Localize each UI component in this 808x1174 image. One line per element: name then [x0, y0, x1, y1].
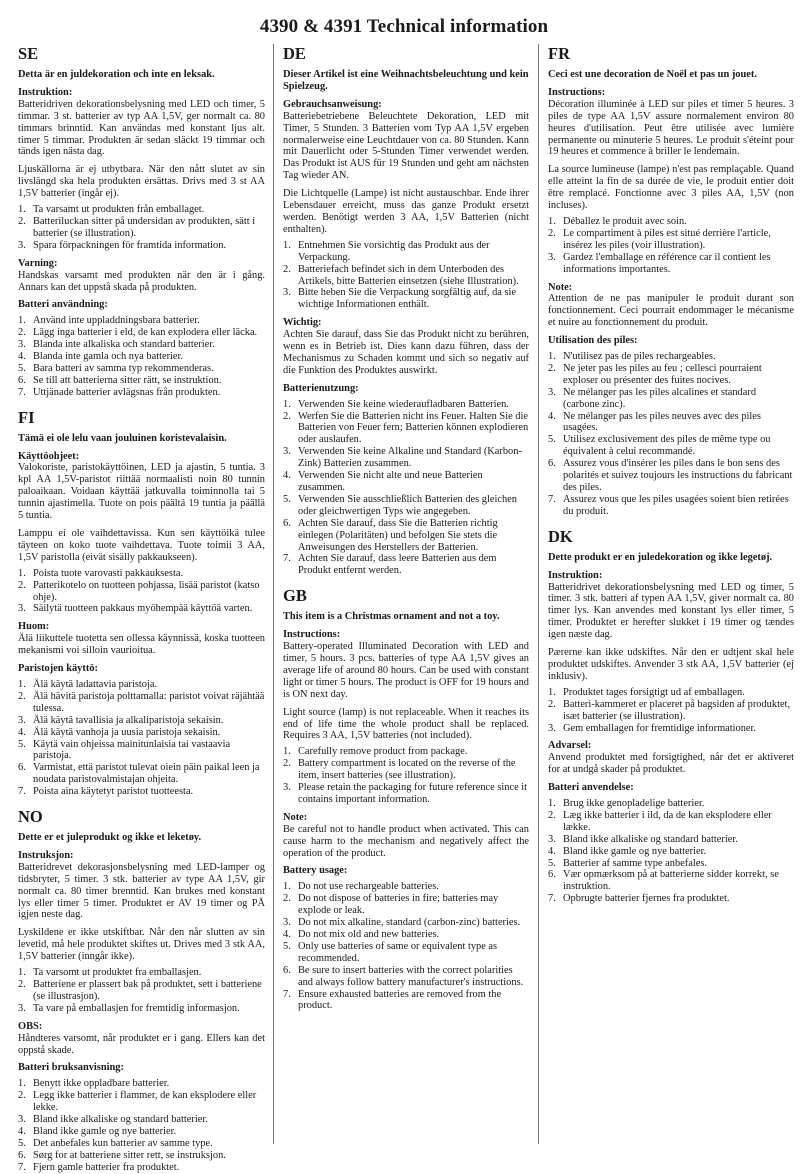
list-text: Patterikotelo on tuotteen pohjassa, lisää paristot (katso ohje). — [33, 579, 260, 603]
list-item — [548, 351, 794, 363]
list-text: Batteriefach befindet sich in dem Unterboden des Artikels, bitte Batterien einsetzen (siehe Illustration). — [298, 263, 519, 287]
list-item — [548, 494, 794, 518]
section-no — [18, 808, 265, 1174]
list-number: 2. — [548, 809, 556, 821]
section-fr — [548, 45, 794, 518]
list-text: Lägg inga batterier i eld, de kan explodera eller läcka. — [33, 327, 258, 339]
list-text: Blanda inte gamla och nya batterier. — [33, 351, 184, 363]
list-text: Batteriluckan sitter på undersidan av produkten, sätt i batterier (se illustration). — [33, 215, 256, 239]
list-number: 3. — [283, 782, 291, 794]
list-text: Älä käytä ladattavia paristoja. — [33, 678, 158, 690]
warning-text: Be careful not to handle product when activated. This can cause harm to the mechanism and negatively affect the operation of the product. — [283, 823, 529, 859]
steps-list — [18, 204, 265, 252]
battery-list — [18, 1078, 265, 1173]
list-number: 1. — [548, 351, 556, 363]
list-number: 1. — [548, 798, 556, 810]
list-item — [548, 411, 794, 435]
light-source-paragraph: Light source (lamp) is not replaceable. When it reaches its end of life time the whole product shall be replaced. Requires 3 AA, 1,5V batteries (not included). — [283, 706, 529, 742]
light-source-paragraph: La source lumineuse (lampe) n'est pas remplaçable. Quand elle atteint la fin de sa durée de vie, le produit entier doit être remplacé. Fonctionne avec 3 piles AA, 1,5V (non incluses). — [548, 164, 794, 212]
battery-heading: Batteri bruksanvisning: — [18, 1062, 124, 1074]
list-item — [283, 494, 529, 518]
instructions-heading: Käyttöohjeet: — [18, 450, 80, 462]
list-number: 1. — [18, 567, 26, 579]
instructions-heading: Gebrauchsanweisung: — [283, 98, 382, 110]
warning-text: Attention de ne pas manipuler le produit durant son fonctionnement. Ceci pourrait endommager le mécanisme et nuire au fonctionnement du produit. — [548, 293, 794, 329]
list-text: Varmistat, että paristot tulevat oiein päin paikal leen ja noudata paristovalmistajan ohjeita. — [33, 762, 260, 786]
description-paragraph: Batteriebetriebene Beleuchtete Dekoration, LED mit Timer, 5 Stunden. 3 Batterien vom Typ AA 1,5V ergeben normalerweise eine Leuchtdauer von ca. 80 Stunden. Kann mit Dauerlicht oder 5-Stunden Timer verwendet werden. Das Produkt ist AUS für 19 Stunden und geht am nächsten Tag wieder AN. — [283, 110, 529, 182]
list-item — [18, 204, 265, 216]
light-source-paragraph: Pærerne kan ikke udskiftes. Når den er udtjent skal hele produktet udskiftes. Anvender 3 stk AA, 1,5V batterier (ej inklusiv). — [548, 647, 794, 682]
list-item — [18, 240, 265, 252]
list-number: 1. — [548, 686, 556, 698]
light-source-paragraph: Lamppu ei ole vaihdettavissa. Kun sen käyttöikä tulee täyteen on koko tuote vaihdettava. Tuote toimii 3 AA, 1,5V paristolla (eivät sisälly pakkaukseen). — [18, 528, 265, 563]
battery-heading: Batteri användning: — [18, 299, 108, 311]
list-number: 3. — [548, 251, 556, 263]
list-text: Sørg for at batteriene sitter rett, se instruksjon. — [33, 1149, 226, 1161]
instructions-heading: Instructions: — [548, 86, 606, 98]
list-number: 4. — [18, 1125, 26, 1137]
battery-list — [18, 315, 265, 398]
list-item — [283, 941, 529, 965]
warning-heading: Huom: — [18, 621, 50, 633]
list-number: 5. — [18, 362, 26, 374]
instructions-heading: Instructions: — [283, 629, 341, 641]
list-item — [18, 679, 265, 691]
list-number: 7. — [18, 1161, 26, 1173]
list-text: Do not mix alkaline, standard (carbon-zinc) batteries. — [298, 917, 521, 929]
list-item — [18, 351, 265, 363]
list-text: Assurez vous que les piles usagées soient bien retirées du produit. — [563, 493, 789, 517]
list-number: 2. — [548, 227, 556, 239]
section-fi — [18, 409, 265, 798]
list-text: Gem emballagen for fremtidige informationer. — [563, 722, 757, 734]
list-number: 1. — [283, 746, 291, 758]
list-number: 5. — [283, 940, 291, 952]
battery-list — [283, 399, 529, 578]
list-item — [548, 798, 794, 810]
list-number: 3. — [548, 833, 556, 845]
list-text: Please retain the packaging for future reference since it contains important information. — [298, 782, 528, 805]
list-text: Bitte heben Sie die Verpackung sorgfältig auf, da sie wichtige Informationen enthält. — [298, 287, 517, 311]
list-number: 3. — [18, 603, 26, 615]
list-item — [283, 264, 529, 288]
list-item — [283, 965, 529, 989]
list-item — [18, 1090, 265, 1114]
list-number: 3. — [548, 722, 556, 734]
list-item — [18, 1078, 265, 1090]
list-item — [18, 786, 265, 798]
battery-heading: Paristojen käyttö: — [18, 663, 98, 675]
list-item — [18, 339, 265, 351]
list-item — [18, 327, 265, 339]
list-number: 6. — [18, 374, 26, 386]
list-item — [283, 411, 529, 447]
list-number: 2. — [18, 215, 26, 227]
intro-line: This item is a Christmas ornament and not a toy. — [283, 611, 500, 623]
warning-heading: Advarsel: — [548, 740, 592, 752]
list-item — [18, 603, 265, 615]
warning-heading: Note: — [548, 281, 573, 293]
list-text: Entnehmen Sie vorsichtig das Produkt aus der Verpackung. — [298, 239, 490, 263]
list-text: Ensure exhausted batteries are removed from the product. — [298, 988, 502, 1012]
list-text: Det anbefales kun batterier av samme type. — [33, 1137, 213, 1149]
list-item — [283, 746, 529, 758]
list-item — [18, 967, 265, 979]
list-item — [18, 568, 265, 580]
description-paragraph: Batteridriven dekorationsbelysning med LED och timer, 5 timmar. 3 st. batterier av typ AA 1,5V, ger normalt ca. 80 timmars brinntid. Kan användas med konstant ljus alt. timer 5 timmar. Produkten är sedan släckt 19 timmar och tänds igen nästa dag. — [18, 98, 265, 158]
description-paragraph: Batteridrevet dekorasjonsbelysning med LED-lamper og tidsbryter, 5 timer. 3 stk. batterier av type AA 1,5V, gir normalt ca. 80 timer brenntid. Kan brukes med konstant lys eller timer 5 timer. Produktet er AV 19 timer og PÅ igjen neste dag. — [18, 861, 265, 921]
list-text: Achten Sie darauf, dass Sie die Batterien richtig einlegen (Polaritäten) und befolgen Sie stets die Anweisungen des Herstellers der Batterien. — [298, 517, 498, 553]
list-number: 4. — [18, 726, 26, 738]
list-number: 2. — [18, 327, 26, 339]
list-number: 3. — [18, 1002, 26, 1014]
list-number: 2. — [18, 1090, 26, 1102]
list-number: 1. — [283, 239, 291, 251]
description-paragraph: Batteridrivet dekorationsbelysning med LED og timer, 5 timer. 3 stk. batteri af typen AA 1,5V, giver normalt ca. 80 timer lys. Kan anvendes med konstant lys eller timer, 5 timer. Produktet er herefter slukket i 19 timer og tændes igen næste dag. — [548, 581, 794, 641]
list-text: Be sure to insert batteries with the correct polarities and always follow battery manufacturer's instructions. — [298, 964, 524, 988]
instructions-heading: Instruktion: — [548, 569, 603, 581]
section-dk — [548, 528, 794, 905]
list-item — [18, 580, 265, 604]
column-divider — [538, 44, 539, 1144]
list-item — [548, 216, 794, 228]
list-item — [18, 1150, 265, 1162]
warning-heading: OBS: — [18, 1020, 43, 1032]
list-text: Fjern gamle batterier fra produktet. — [33, 1161, 180, 1173]
section-gb — [283, 587, 529, 1012]
list-text: Gardez l'emballage en référence car il contient les informations importantes. — [563, 251, 771, 275]
list-number: 3. — [18, 239, 26, 251]
list-text: Ne mélanger pas les piles neuves avec des piles usagées. — [563, 410, 761, 434]
intro-line: Detta är en juldekoration och inte en leksak. — [18, 69, 215, 80]
list-item — [283, 287, 529, 311]
warning-text: Älä liikuttele tuotetta sen ollessa käynnissä, koska tuotteen mekanismi voi silloin vaurioitua. — [18, 633, 265, 657]
list-text: Poista tuote varovasti pakkauksesta. — [33, 567, 184, 579]
list-text: Verwenden Sie keine Alkaline und Standard (Karbon-Zink) Batterien zusammen. — [298, 446, 522, 470]
steps-list — [548, 216, 794, 276]
list-number: 3. — [548, 386, 556, 398]
list-number: 2. — [283, 263, 291, 275]
instructions-heading: Instruktion: — [18, 86, 73, 98]
list-number: 5. — [548, 434, 556, 446]
list-text: Ta vare på emballasjen for fremtidig informasjon. — [33, 1002, 240, 1014]
list-text: Ne mélanger pas les piles alcalines et standard (carbone zinc). — [563, 386, 757, 410]
language-heading: DK — [548, 526, 573, 546]
language-heading: SE — [18, 44, 39, 63]
list-number: 4. — [18, 351, 26, 363]
list-number: 4. — [283, 470, 291, 482]
list-number: 2. — [18, 579, 26, 591]
light-source-paragraph: Ljuskällorna är ej utbytbara. När den nått slutet av sin livslängd ska hela produkten ersättas. Drivs med 3 st AA 1,5V batterier (ingår ej). — [18, 164, 265, 200]
list-item — [548, 699, 794, 723]
list-number: 1. — [18, 967, 26, 979]
list-number: 7. — [283, 988, 291, 1000]
list-text: N'utilisez pas de piles rechargeables. — [563, 351, 716, 363]
list-number: 3. — [18, 339, 26, 351]
list-item — [18, 1162, 265, 1174]
list-item — [18, 739, 265, 763]
list-item — [18, 762, 265, 786]
light-source-paragraph: Lyskildene er ikke utskiftbar. Når den når slutten av sin levetid, må hele produktet skiftes ut. Drives med 3 stk AA, 1,5V batterier (inngår ikke). — [18, 927, 265, 963]
list-number: 6. — [548, 869, 556, 881]
list-item — [548, 252, 794, 276]
steps-list — [18, 568, 265, 616]
list-item — [18, 315, 265, 327]
list-number: 6. — [548, 458, 556, 470]
list-item — [18, 1138, 265, 1150]
list-text: Batteriene er plassert bak på produktet, sett i batteriene (se illustrasjon). — [33, 979, 262, 1002]
battery-list — [548, 798, 794, 905]
list-item — [283, 782, 529, 806]
list-item — [283, 518, 529, 554]
list-text: Använd inte uppladdningsbara batterier. — [33, 315, 200, 327]
list-number: 3. — [283, 917, 291, 929]
list-text: Ta varsomt ut produktet fra emballasjen. — [33, 967, 202, 979]
light-source-paragraph: Die Lichtquelle (Lampe) ist nicht austauschbar. Ende ihrer Lebensdauer erreicht, muss das ganze Produkt ersetzt werden. Benötigt werden 3 AA, 1,5V Batterien (nicht enthalten). — [283, 188, 529, 235]
language-heading: FR — [548, 44, 570, 63]
column-middle — [283, 45, 529, 1012]
list-number: 5. — [18, 1137, 26, 1149]
list-text: Spara förpackningen för framtida information. — [33, 239, 227, 251]
list-item — [548, 810, 794, 834]
list-text: Älä käytä tavallisia ja alkaliparistoja sekaisin. — [33, 714, 224, 726]
list-number: 2. — [18, 690, 26, 702]
section-se — [18, 45, 265, 399]
language-heading: GB — [283, 586, 307, 606]
warning-text: Achten Sie darauf, dass Sie das Produkt nicht zu berühren, wenn es in Betrieb ist. Dies kann dazu führen, dass der Mechanismus zu Schaden kommt und sich so negativ auf die Funktion des Produktes auswirkt. — [283, 329, 529, 376]
list-number: 2. — [548, 698, 556, 710]
list-item — [548, 858, 794, 870]
list-number: 1. — [18, 315, 26, 327]
list-item — [283, 758, 529, 782]
steps-list — [548, 687, 794, 735]
list-text: Læg ikke batterier i ild, da de kan eksplodere eller lække. — [563, 809, 772, 833]
list-number: 2. — [283, 410, 291, 422]
list-item — [548, 458, 794, 494]
intro-line: Ceci est une decoration de Noël et pas un jouet. — [548, 69, 757, 80]
list-item — [548, 893, 794, 905]
list-number: 7. — [18, 786, 26, 798]
battery-list — [283, 881, 529, 1012]
list-number: 2. — [18, 979, 26, 990]
list-item — [18, 715, 265, 727]
list-number: 7. — [283, 553, 291, 565]
column-left — [18, 45, 265, 1174]
list-text: Verwenden Sie keine wiederaufladbaren Batterien. — [298, 398, 509, 410]
warning-text: Anvend produktet med forsigtighed, når det er aktiveret for at undgå skader på produktet. — [548, 752, 794, 776]
list-text: Poista aina käytetyt paristot tuotteesta. — [33, 786, 194, 798]
language-heading: NO — [18, 807, 43, 827]
list-number: 3. — [18, 1114, 26, 1126]
list-text: Werfen Sie die Batterien nicht ins Feuer. Halten Sie die Batterien von Feuer fern; Batterien können explodieren oder auslaufen. — [298, 410, 529, 446]
language-heading: DE — [283, 44, 306, 63]
list-item — [548, 834, 794, 846]
list-text: Se till att batterierna sitter rätt, se instruktion. — [33, 374, 222, 386]
list-item — [18, 691, 265, 715]
list-number: 7. — [18, 386, 26, 398]
list-item — [18, 363, 265, 375]
list-item — [283, 893, 529, 917]
list-number: 1. — [548, 215, 556, 227]
intro-line: Tämä ei ole lelu vaan jouluinen koristevalaisin. — [18, 432, 227, 444]
battery-heading: Battery usage: — [283, 865, 348, 877]
list-text: Only use batteries of same or equivalent type as recommended. — [298, 940, 498, 964]
list-text: Benytt ikke oppladbare batterier. — [33, 1078, 170, 1090]
intro-line: Dette produkt er en juledekoration og ikke legetøj. — [548, 551, 773, 563]
list-number: 3. — [283, 287, 291, 299]
list-item — [283, 553, 529, 577]
list-text: Opbrugte batterier fjernes fra produktet. — [563, 893, 730, 905]
list-number: 4. — [548, 410, 556, 422]
warning-heading: Note: — [283, 811, 308, 823]
document-title: 4390 & 4391 Technical information — [259, 16, 549, 37]
list-text: Älä käytä vanhoja ja uusia paristoja sekaisin. — [33, 726, 221, 738]
list-number: 6. — [18, 762, 26, 774]
list-item — [18, 727, 265, 739]
list-item — [548, 387, 794, 411]
steps-list — [283, 240, 529, 311]
list-text: Bland ikke gamle og nye batterier. — [33, 1125, 177, 1137]
list-item — [548, 723, 794, 735]
instructions-heading: Instruksjon: — [18, 849, 74, 861]
list-number: 1. — [18, 678, 26, 690]
list-text: Batterier af samme type anbefales. — [563, 857, 707, 869]
list-item — [548, 363, 794, 387]
list-text: Do not dispose of batteries in fire; batteries may explode or leak. — [298, 893, 499, 917]
list-number: 5. — [548, 857, 556, 869]
list-text: Carefully remove product from package. — [298, 746, 468, 758]
list-item — [548, 869, 794, 893]
battery-heading: Utilisation des piles: — [548, 335, 638, 347]
column-divider — [273, 44, 274, 1144]
list-text: Säilytä tuotteen pakkaus myöhempää käyttöä varten. — [33, 603, 253, 615]
list-item — [18, 216, 265, 240]
warning-heading: Wichtig: — [283, 317, 322, 329]
description-paragraph: Valokoriste, paristokäyttöinen, LED ja ajastin, 5 tuntia. 3 kpl AA 1,5V-paristot riittää normaalisti noin 80 tunnin paloaikaan. Voidaan käyttää jatkuvalla toiminnolla tai 5 tunnin ajastimella. Tuote on pois päältä 19 tuntia ja päällä 5 tuntia. — [18, 462, 265, 522]
list-item — [548, 228, 794, 252]
list-item — [548, 687, 794, 699]
list-text: Blanda inte alkaliska och standard batterier. — [33, 339, 215, 351]
warning-text: Håndteres varsomt, når produktet er i gang. Ellers kan det oppstå skade. — [18, 1032, 265, 1056]
description-paragraph: Battery-operated Illuminated Decoration with LED and timer, 5 hours. 3 pcs. batteries of type AA 1,5V gives an average life of around 80 hours. Can be used with constant light or timer 5 hours. The product is OFF for 19 hours and is ON next day. — [283, 641, 529, 700]
list-text: Do not mix old and new batteries. — [298, 929, 440, 940]
list-number: 1. — [283, 398, 291, 410]
list-item — [18, 1003, 265, 1015]
list-item — [283, 470, 529, 494]
list-text: Do not use rechargeable batteries. — [298, 881, 439, 893]
list-item — [548, 846, 794, 858]
list-text: Verwenden Sie ausschließlich Batterien des gleichen oder gleichwertigen Typs wie angegeben. — [298, 493, 517, 517]
section-de — [283, 45, 529, 577]
list-item — [283, 446, 529, 470]
list-text: Ta varsamt ut produkten från emballaget. — [33, 204, 205, 216]
list-text: Bland ikke alkaliske og standard batterier. — [33, 1114, 208, 1126]
list-text: Batteri-kammeret er placeret på bagsiden af produktet, isæt batterier (se illustration). — [563, 698, 791, 722]
list-item — [548, 434, 794, 458]
list-text: Produktet tages forsigtigt ud af emballagen. — [563, 686, 745, 698]
list-text: Uttjänade batterier avlägsnas från produkten. — [33, 386, 221, 398]
list-number: 3. — [283, 446, 291, 458]
list-number: 7. — [548, 493, 556, 505]
list-text: Bland ikke gamle og nye batterier. — [563, 845, 707, 857]
list-text: Battery compartment is located on the reverse of the item, insert batteries (see illustration). — [298, 758, 516, 782]
list-text: Legg ikke batterier i flammer, de kan eksplodere eller lekke. — [33, 1090, 257, 1114]
list-number: 2. — [283, 758, 291, 770]
list-item — [18, 1114, 265, 1126]
list-text: Bara batteri av samma typ rekommenderas. — [33, 362, 214, 374]
battery-list — [18, 679, 265, 798]
list-number: 2. — [283, 893, 291, 905]
steps-list — [283, 746, 529, 806]
list-number: 7. — [548, 893, 556, 905]
list-number: 1. — [283, 881, 291, 893]
list-number: 4. — [283, 929, 291, 940]
list-number: 1. — [18, 1078, 26, 1090]
column-right — [548, 45, 794, 905]
list-number: 2. — [548, 362, 556, 374]
list-text: Vær opmærksom på at batterierne sidder korrekt, se instruktion. — [563, 869, 779, 893]
list-item — [283, 917, 529, 929]
list-number: 5. — [283, 493, 291, 505]
intro-line: Dieser Artikel ist eine Weihnachtsbeleuchtung und kein Spielzeug. — [283, 69, 529, 92]
list-item — [18, 375, 265, 387]
list-item — [283, 929, 529, 941]
list-item — [18, 979, 265, 1003]
list-item — [283, 399, 529, 411]
list-item — [283, 240, 529, 264]
list-item — [283, 989, 529, 1013]
list-number: 1. — [18, 204, 26, 216]
list-text: Assurez vous d'insérer les piles dans le bon sens des polarités et suivez toujours les instructions du fabricant des piles. — [563, 458, 793, 493]
list-text: Le compartiment à piles est situé derrière l'article, insérez les piles (voir illustration). — [563, 227, 771, 251]
list-item — [18, 1126, 265, 1138]
description-paragraph: Décoration illuminée à LED sur piles et timer 5 heures. 3 piles de type AA 1,5V assure normalement environ 80 heures d'utilisation. Peut être utilisée avec lumière permanente ou minuterie 5 heures. Le produit s'éteint pour 19 heures et commence à briller le lendemain. — [548, 98, 794, 158]
list-text: Verwenden Sie nicht alte und neue Batterien zusammen. — [298, 470, 483, 493]
warning-text: Handskas varsamt med produkten när den är i gång. Annars kan det uppstå skada på produkten. — [18, 269, 265, 293]
list-text: Utilisez exclusivement des piles de même type ou équivalent à celui recommandé. — [563, 434, 771, 458]
list-number: 3. — [18, 714, 26, 726]
language-heading: FI — [18, 407, 35, 427]
intro-line: Dette er et juleprodukt og ikke et leketøy. — [18, 832, 202, 844]
battery-heading: Batteri anvendelse: — [548, 782, 634, 794]
list-text: Ne jeter pas les piles au feu ; cellesci pourraient exploser ou présenter des fuites nocives. — [563, 362, 762, 386]
list-item — [18, 387, 265, 399]
warning-heading: Varning: — [18, 257, 58, 269]
list-text: Brug ikke genopladelige batterier. — [563, 798, 705, 810]
list-number: 5. — [18, 738, 26, 750]
list-text: Bland ikke alkaliske og standard batterier. — [563, 833, 738, 845]
list-number: 4. — [548, 845, 556, 857]
battery-heading: Batterienutzung: — [283, 382, 359, 394]
steps-list — [18, 967, 265, 1015]
battery-list — [548, 351, 794, 518]
list-item — [283, 881, 529, 893]
list-number: 6. — [18, 1149, 26, 1161]
list-text: Achten Sie darauf, dass leere Batterien aus dem Produkt entfernt werden. — [298, 553, 497, 577]
list-number: 6. — [283, 517, 291, 529]
list-text: Älä hävitä paristoja polttamalla: paristot voivat räjähtää tulessa. — [33, 690, 265, 714]
list-text: Déballez le produit avec soin. — [563, 215, 687, 227]
list-number: 6. — [283, 964, 291, 976]
list-text: Käytä vain ohjeissa mainitunlaisia tai vastaavia paristoja. — [33, 738, 231, 762]
